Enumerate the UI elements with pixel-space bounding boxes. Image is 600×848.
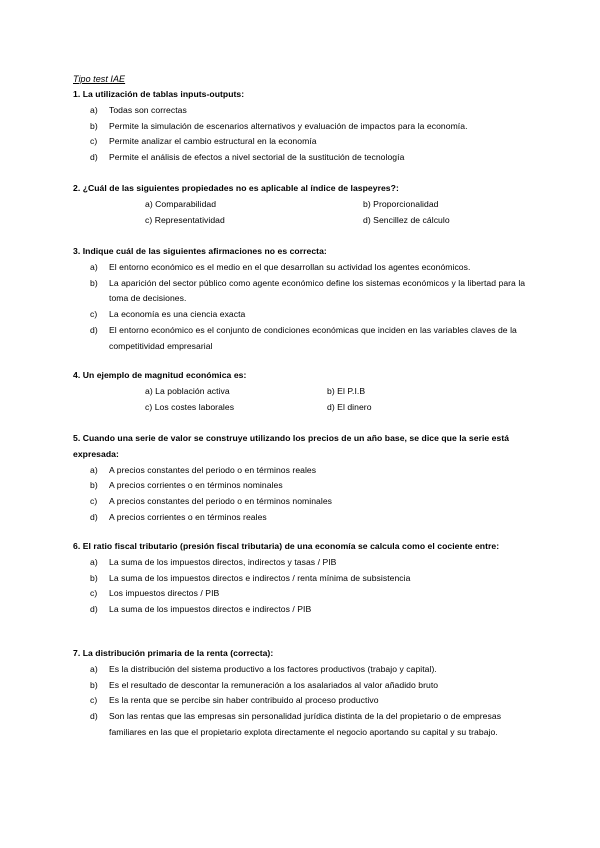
option-c (73, 307, 533, 323)
option-a (73, 662, 533, 678)
option-letter: b) (90, 480, 98, 491)
option-d (73, 150, 533, 166)
option-letter: c) (90, 496, 98, 507)
question-text: 3. Indique cuál de las siguientes afirmaciones no es correcta: (73, 246, 327, 256)
option-text: Es la distribución del sistema productivo a los factores productivos (trabajo y capital). (109, 663, 437, 674)
option-letter: d) (90, 324, 98, 335)
option-c (73, 494, 533, 510)
option-text: Los impuestos directos / PIB (109, 588, 220, 599)
option-b (73, 276, 533, 308)
question-2 (73, 181, 533, 229)
option-c (73, 693, 533, 709)
option-c (73, 586, 533, 602)
question-text: 5. Cuando una serie de valor se construye utilizando los precios de un año base, se dice que la serie está expresada: (73, 433, 510, 459)
option-text: Es el resultado de descontar la remuneración a los asalariados al valor añadido bruto (109, 679, 439, 690)
option-b: b) El P.I.B (327, 385, 366, 396)
option-d: d) El dinero (327, 401, 372, 412)
option-b (73, 478, 533, 494)
option-letter: d) (90, 511, 98, 522)
options-grid (73, 197, 533, 229)
document-title: Tipo test IAE (73, 74, 126, 84)
option-d: d) Sencillez de cálculo (363, 214, 450, 225)
question-7 (73, 646, 533, 741)
option-b (73, 571, 533, 587)
options-list (73, 260, 533, 355)
option-c: c) Los costes laborales (145, 401, 235, 412)
option-text: La aparición del sector público como agente económico define los sistemas económicos y la libertad para la toma de decisiones. (109, 277, 526, 304)
option-text: La economía es una ciencia exacta (109, 309, 246, 320)
options-list (73, 103, 533, 166)
question-4 (73, 368, 533, 416)
question-6 (73, 539, 533, 618)
option-letter: d) (90, 711, 98, 722)
option-letter: b) (90, 572, 98, 583)
option-text: El entorno económico es el medio en el que desarrollan su actividad los agentes económicos. (109, 261, 471, 272)
question-text: 6. El ratio fiscal tributario (presión fiscal tributaria) de una economía se calcula como el cociente entre: (73, 541, 500, 551)
option-text: A precios corrientes o en términos nominales (109, 480, 283, 491)
question-1 (73, 87, 533, 166)
option-letter: b) (90, 277, 98, 288)
option-b: b) Proporcionalidad (363, 198, 439, 209)
option-text: Son las rentas que las empresas sin personalidad jurídica distinta de la del propietario o de empresas familiares en las que el propietario explota directamente el negocio aportando su capital y su trabajo. (109, 711, 502, 737)
option-text: Todas son correctas (109, 104, 187, 115)
option-letter: d) (90, 152, 98, 163)
option-a (73, 463, 533, 479)
option-letter: a) (90, 104, 98, 115)
option-letter: c) (90, 588, 98, 599)
question-5 (73, 431, 533, 526)
option-d (73, 602, 533, 618)
option-text: Permite la simulación de escenarios alternativos y evaluación de impactos para la economía. (109, 120, 468, 131)
option-letter: a) (90, 261, 98, 272)
option-text: A precios corrientes o en términos reales (109, 511, 267, 522)
question-text: 1. La utilización de tablas inputs-outputs: (73, 89, 245, 99)
option-a: a) Comparabilidad (145, 198, 217, 209)
option-letter: c) (90, 136, 98, 147)
options-list (73, 662, 533, 741)
option-d (73, 510, 533, 526)
option-b (73, 119, 533, 135)
option-text: El entorno económico es el conjunto de condiciones económicas que inciden en las variables claves de la competitividad empresarial (109, 324, 517, 351)
option-text: Permite analizar el cambio estructural en la economía (109, 136, 317, 147)
question-text: 2. ¿Cuál de las siguientes propiedades no es aplicable al índice de laspeyres?: (73, 183, 399, 193)
question-text: 7. La distribución primaria de la renta (correcta): (73, 648, 274, 658)
option-letter: a) (90, 464, 98, 475)
option-letter: a) (90, 663, 98, 674)
option-letter: d) (90, 604, 98, 615)
option-letter: a) (90, 556, 98, 567)
option-a (73, 555, 533, 571)
option-text: La suma de los impuestos directos e indirectos / renta mínima de subsistencia (109, 572, 411, 583)
option-text: La suma de los impuestos directos e indirectos / PIB (109, 604, 312, 615)
option-text: La suma de los impuestos directos, indirectos y tasas / PIB (109, 556, 337, 567)
option-a (73, 103, 533, 119)
question-text: 4. Un ejemplo de magnitud económica es: (73, 370, 247, 380)
option-a (73, 260, 533, 276)
option-text: A precios constantes del periodo o en términos nominales (109, 496, 333, 507)
option-c (73, 134, 533, 150)
question-3 (73, 244, 533, 355)
option-letter: c) (90, 695, 98, 706)
option-text: A precios constantes del periodo o en términos reales (109, 464, 317, 475)
option-text: Es la renta que se percibe sin haber contribuido al proceso productivo (109, 695, 379, 706)
option-b (73, 678, 533, 694)
option-d (73, 323, 533, 355)
option-a: a) La población activa (145, 385, 230, 396)
option-letter: b) (90, 120, 98, 131)
option-d (73, 709, 533, 741)
options-grid (73, 384, 533, 416)
options-list (73, 555, 533, 618)
option-text: Permite el análisis de efectos a nivel sectorial de la sustitución de tecnología (109, 152, 405, 163)
option-letter: b) (90, 679, 98, 690)
option-letter: c) (90, 309, 98, 320)
option-c: c) Representatividad (145, 214, 225, 225)
options-list (73, 463, 533, 526)
